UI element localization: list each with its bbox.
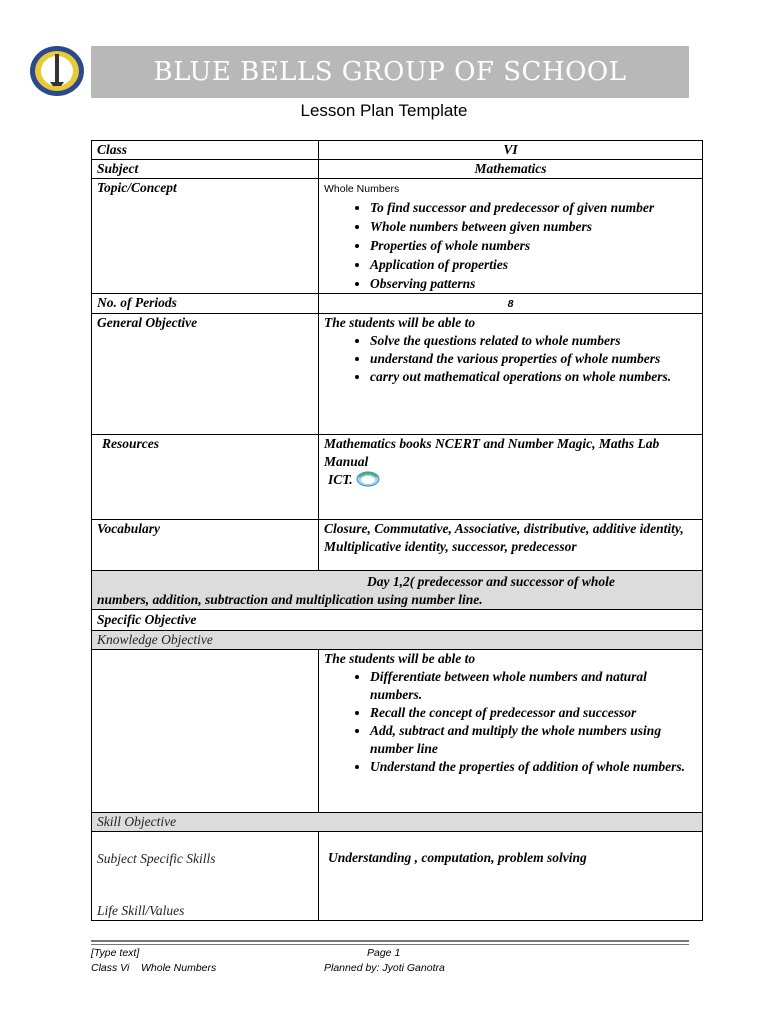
page-subtitle: Lesson Plan Template xyxy=(300,101,468,120)
periods-label: No. of Periods xyxy=(92,294,319,314)
ict-icon xyxy=(356,471,380,487)
vocabulary-label: Vocabulary xyxy=(92,520,319,571)
list-item: • understand the various properties of whole numbers xyxy=(370,350,697,368)
topic-cell xyxy=(319,179,703,294)
periods-row xyxy=(92,294,703,314)
class-label: Class xyxy=(92,141,319,160)
subject-row xyxy=(92,160,703,179)
school-logo xyxy=(28,44,86,98)
skill-objective-label: Skill Objective xyxy=(92,813,703,832)
list-item: • To find successor and predecessor of given number xyxy=(370,198,697,217)
knowledge-content-cell xyxy=(319,650,703,813)
footer-divider xyxy=(91,940,689,942)
footer-planned-by: Planned by: Jyoti Ganotra xyxy=(324,962,445,974)
list-item: • Application of properties xyxy=(370,255,697,274)
resources-cell xyxy=(319,435,703,520)
list-item: • Solve the questions related to whole numbers xyxy=(370,332,697,350)
list-item: • Understand the properties of addition of whole numbers. xyxy=(370,758,697,776)
footer-divider-thin xyxy=(91,944,689,945)
resources-row xyxy=(92,435,703,520)
list-item: • Differentiate between whole numbers and natural numbers. xyxy=(370,668,697,704)
life-skill-label: Life Skill/Values xyxy=(97,903,185,918)
class-row xyxy=(92,141,703,160)
skills-row xyxy=(92,832,703,921)
resources-label: Resources xyxy=(102,436,159,451)
list-item: • carry out mathematical operations on whole numbers. xyxy=(370,368,697,386)
topic-heading: Whole Numbers xyxy=(324,183,400,195)
general-objective-cell xyxy=(319,314,703,435)
lesson-plan-table xyxy=(91,140,703,921)
footer-class-topic: Class Vi Whole Numbers xyxy=(91,962,217,974)
knowledge-objective-label: Knowledge Objective xyxy=(92,631,703,650)
subject-value: Mathematics xyxy=(319,160,703,179)
subject-label: Subject xyxy=(92,160,319,179)
general-objective-intro: The students will be able to xyxy=(324,315,476,330)
class-value: VI xyxy=(319,141,703,160)
list-item: • Add, subtract and multiply the whole numbers using number line xyxy=(370,722,697,758)
subject-skills-label: Subject Specific Skills xyxy=(97,851,216,866)
topic-row xyxy=(92,179,703,294)
list-item: • Observing patterns xyxy=(370,274,697,293)
school-name: BLUE BELLS GROUP OF SCHOOL xyxy=(153,57,627,87)
topic-label: Topic/Concept xyxy=(92,179,319,294)
periods-value: 8 xyxy=(507,298,514,310)
knowledge-list xyxy=(324,668,697,776)
general-objective-list xyxy=(324,332,697,386)
knowledge-intro: The students will be able to xyxy=(324,651,476,666)
general-objective-row xyxy=(92,314,703,435)
footer-type-text: [Type text] xyxy=(91,947,140,959)
knowledge-content-row xyxy=(92,650,703,813)
footer-page: Page 1 xyxy=(367,947,401,959)
specific-objective-row xyxy=(92,610,703,631)
day-row xyxy=(92,571,703,610)
general-objective-label: General Objective xyxy=(92,314,319,435)
list-item: • Properties of whole numbers xyxy=(370,236,697,255)
specific-objective-label: Specific Objective xyxy=(92,610,703,631)
list-item: • Whole numbers between given numbers xyxy=(370,217,697,236)
resources-text: Mathematics books NCERT and Number Magic, Maths Lab Manual xyxy=(324,436,660,469)
day-row-line1: Day 1,2( predecessor and successor of whole xyxy=(367,574,615,589)
vocabulary-row xyxy=(92,520,703,571)
skill-objective-row xyxy=(92,813,703,832)
subject-skills-value: Understanding , computation, problem solving xyxy=(328,850,587,865)
list-item: • Recall the concept of predecessor and successor xyxy=(370,704,697,722)
knowledge-objective-row xyxy=(92,631,703,650)
day-row-line2: numbers, addition, subtraction and multiplication using number line. xyxy=(97,592,483,607)
header-banner xyxy=(91,46,689,98)
resources-ict: ICT. xyxy=(328,472,353,487)
topic-list xyxy=(324,198,697,293)
vocabulary-value: Closure, Commutative, Associative, distributive, additive identity, Multiplicative identity, successor, predecessor xyxy=(319,520,703,571)
